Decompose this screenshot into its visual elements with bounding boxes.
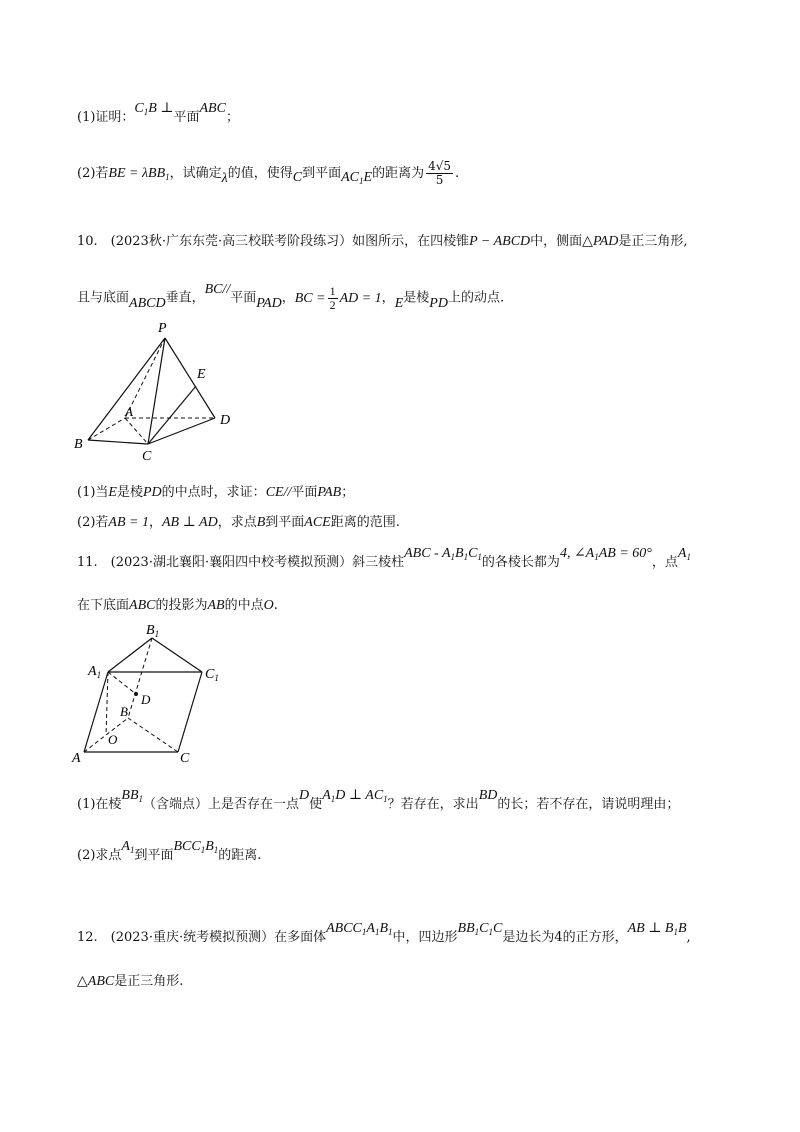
label-c: C <box>180 751 190 766</box>
label-b: B <box>74 437 83 452</box>
label-a1: $A_1$ <box>88 664 102 680</box>
q12-stem-line1: 12. (2023·重庆·统考模拟预测）在多面体$ABCC_1A_1B_1$中，四边形$BB_1C_1C$是边长为4的正方形，AB ⊥ $B_1B$, <box>77 921 691 945</box>
q9-part2: (2)若BE = λBB$_1$，试确定λ的值，使得C到平面$AC_1E$的距离为 $\frac{4√5}{5}$ . <box>77 159 460 187</box>
label-p: P <box>158 321 167 336</box>
edge-pc <box>148 338 165 444</box>
label-b: B <box>120 704 128 719</box>
q11-stem-line1: 11. (2023·湖北襄阳·襄阳四中校考模拟预测）斜三棱柱ABC - $A_1B_1C_1$的各棱长都为4, $\angle A_1AB = 60^\circ$，点$A_1$ <box>77 546 691 570</box>
label-o: O <box>108 732 118 747</box>
q10-pyramid-figure <box>70 318 250 463</box>
edge-pd <box>165 338 215 418</box>
q9-part1: (1)证明：$C_1B$ ⊥平面ABC； <box>77 101 239 125</box>
q10-part1: (1)当E是棱PD的中点时，求证：CE//平面PAB； <box>77 485 355 500</box>
label-d: D <box>141 692 151 707</box>
q10-stem-line1: 10. (2023秋·广东东莞·高三校联考阶段练习）如图所示，在四棱锥P − ABCD中，侧面△PAD是正三角形, <box>77 234 688 249</box>
label-c1: $C_1$ <box>205 667 219 683</box>
q10-part2: (2)若AB = 1，AB ⊥ AD，求点B到平面ACE距离的范围. <box>77 515 400 530</box>
fraction-4root5-over-5: $\frac{4√5}{5}$ <box>428 159 451 187</box>
q10-stem-line2: 且与底面ABCD垂直，BC//平面PAD，BC = $\frac{1}{2}$ AD = 1，E是棱PD上的动点. <box>77 281 505 312</box>
label-a: A <box>72 751 81 766</box>
q11-prism-figure <box>70 620 245 770</box>
edge-b1a1 <box>108 638 152 672</box>
label-a: A <box>125 404 133 419</box>
edge-ba-hidden <box>88 418 125 440</box>
label-e: E <box>197 367 206 382</box>
edge-a1a <box>84 672 108 752</box>
edge-b1c1 <box>152 638 202 672</box>
edge-c1c <box>178 672 202 752</box>
q12-stem-line2: △ABC是正三角形. <box>77 974 184 989</box>
edge-a1o-hidden <box>106 672 108 735</box>
math-c1b: $C_1B$ ⊥ <box>134 101 174 117</box>
label-d: D <box>220 413 231 428</box>
edge-pb <box>88 338 165 440</box>
q11-part2: (2)求点$A_1$到平面$BCC_1B_1$的距离. <box>77 839 262 863</box>
edge-bc <box>88 440 148 444</box>
point-d <box>134 692 138 696</box>
label-c: C <box>142 449 152 463</box>
edge-a1d-hidden <box>108 672 136 694</box>
edge-bc-hidden <box>128 718 178 752</box>
q11-part1: (1)在棱$BB_1$（含端点）上是否存在一点D使$A_1D$ ⊥ $AC_1$？若存在，求出BD的长；若不存在，请说明理由； <box>77 788 680 812</box>
edge-ac-hidden <box>125 418 148 444</box>
label-b1: $B_1$ <box>146 623 160 639</box>
q11-stem-line2: 在下底面ABC的投影为AB的中点O. <box>77 598 278 613</box>
